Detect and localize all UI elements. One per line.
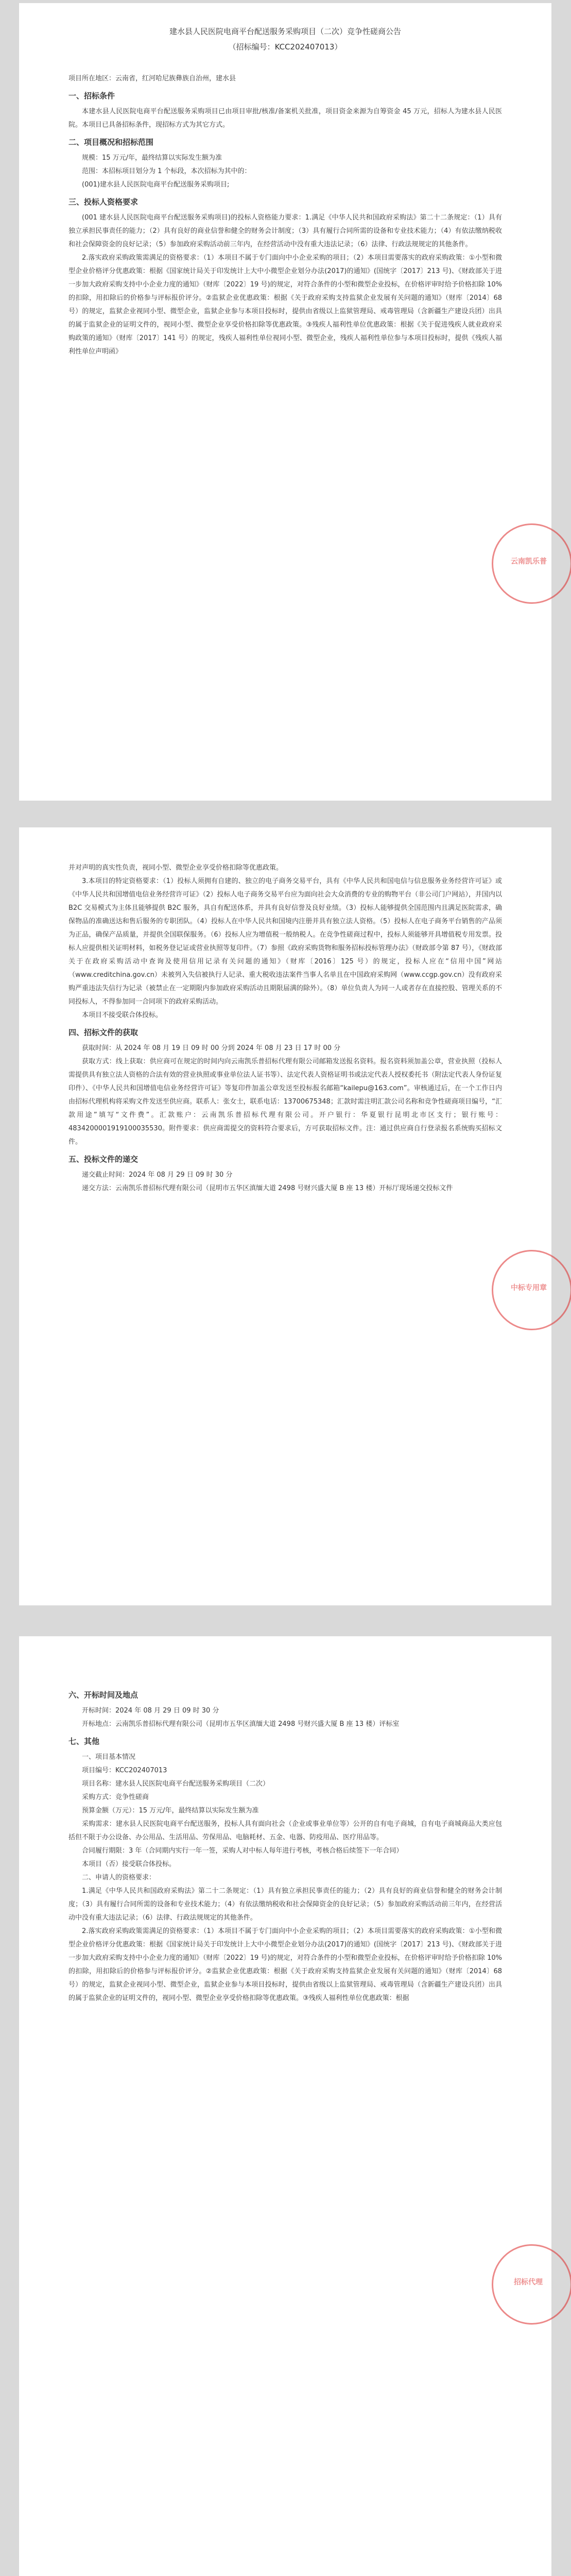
paragraph: 项目编号：KCC202407013	[82, 1767, 167, 1774]
paragraph: 采购方式：竞争性磋商	[82, 1793, 149, 1801]
paragraph: 并对声明的真实性负责，视同小型、微型企业享受价格扣除等优惠政策。	[68, 864, 283, 872]
paragraph: 本项目不接受联合体投标。	[82, 1011, 163, 1019]
company-seal-stamp: 中标专用章	[492, 1250, 571, 1330]
paragraph: 本项目（否）接受联合体投标。	[82, 1860, 176, 1868]
paragraph: 递交方法：云南凯乐普招标代理有限公司（昆明市五华区滇缅大道 2498 号财兴盛大厦 B 座 13 楼）开标厅现场递交投标文件	[82, 1184, 453, 1192]
paragraph: 开标地点：云南凯乐普招标代理有限公司（昆明市五华区滇缅大道 2498 号财兴盛大厦 B 座 13 楼）评标室	[82, 1720, 400, 1728]
company-seal-stamp: 招标代理	[492, 2244, 571, 2325]
paragraph: 预算金额（万元）：15 万元/年，最终结算以实际发生额为准	[82, 1807, 259, 1815]
paragraph: 合同履行期限：3 年（合同期内实行一年一签，采购人对中标人每年进行考核，考核合格后续签下一年合同）	[82, 1847, 403, 1855]
section-heading: 五、投标文件的递交	[68, 1155, 139, 1164]
paragraph: 获取方式：线上获取：供应商可在规定的时间内向云南凯乐普招标代理有限公司邮箱发送报名资料。报名资料须加盖公章，营业执照（投标人需提供具有独立法人资格的合法有效的营业执照或事业单位法人证书等）、法定代表人资格证明书或法定代表人授权委托书（附法定代表人身份证复印件）、《中华人民共和国增值电信业务经营许可证》等复印件加盖公章发送至投标报名邮箱“kailepu@163.com”。审核通过后，在一个工作日内由招标代理机构将采购文件发送至供应商。联系人：张女士，联系电话：13700675348；汇款时需注明汇款公司名称和竞争性磋商项目编号，“汇款用途”填写“文件费”。汇款账户：云南凯乐普招标代理有限公司。开户银行：华夏银行昆明北市区支行；银行账号：4834200001919100035530。附件要求：供应商需提交的资料符合要求后，方可获取招标文件。注：通过供应商自行登录报名系统购买招标文件。	[68, 1058, 502, 1146]
paragraph: 项目名称：建水县人民医院电商平台配送服务采购项目（二次）	[82, 1780, 270, 1788]
project-location: 项目所在地区：云南省，红河哈尼族彝族自治州，建水县	[68, 75, 236, 82]
document-page-2	[19, 827, 551, 1605]
page-1-content	[68, 24, 502, 359]
paragraph: 获取时间：从 2024 年 08 月 19 日 09 时 00 分到 2024 年 08 月 23 日 17 时 00 分	[82, 1044, 341, 1052]
paragraph: 一、项目基本情况	[82, 1753, 136, 1761]
paragraph: (001 建水县人民医院电商平台配送服务采购项目)的投标人资格能力要求：1.满足《中华人民共和国政府采购法》第二十二条规定：（1）具有独立承担民事责任的能力；（2）具有良好的商业信誉和健全的财务会计制度；（3）具有履行合同所需的设备和专业技术能力；（4）有依法缴纳税收和社会保障资金的良好记录；（5）参加政府采购活动前三年内，在经营活动中没有重大违法记录；（6）法律、行政法规规定的其他条件。	[68, 214, 502, 248]
document-page-3	[19, 1636, 551, 2576]
section-heading: 七、其他	[68, 1737, 100, 1746]
notice-number: （招标编号：KCC202407013）	[228, 42, 342, 52]
section-heading: 三、投标人资格要求	[68, 197, 139, 207]
paragraph: 2.落实政府采购政策需满足的资格要求：（1）本项目不属于专门面向中小企业采购的项目；（2）本项目需要落实的政府采购政策：①小型和微型企业价格评分优惠政策：根据《国家统计局关于印发统计上大中小微型企业划分办法(2017)的通知》(国统字〔2017〕213 号)、《财政部关于进一步加大政府采购支持中小企业力度的通知》（财库〔2022〕19 号)的规定，对符合条件的小型和微型企业投标，在价格评审时给予价格扣除 10%的扣除，用扣除后的价格参与评标报价评分。②监狱企业优惠政策：根据《关于政府采购支持监狱企业发展有关问题的通知》（财库〔2014〕68 号）的规定，监狱企业视同小型、微型企业，监狱企业参与本项目投标时，提供由省级以上监狱管理局、戒毒管理局（含新疆生产建设兵团）出具的属于监狱企业的证明文件的，视同小型、微型企业享受价格扣除等优惠政策。③残疾人福利性单位优惠政策：根据	[68, 1927, 502, 2002]
notice-title: 建水县人民医院电商平台配送服务采购项目（二次）竞争性磋商公告	[169, 27, 401, 36]
paragraph: 规模：15 万元/年，最终结算以实际发生额为准	[82, 154, 222, 162]
section-heading: 二、项目概况和招标范围	[68, 138, 154, 147]
paragraph: 采购需求：建水县人民医院电商平台配送服务，投标人具有面向社会（企业或事业单位等）公开的自有电子商城，自有电子商城商品大类应包括但不限于办公设备、办公用品、生活用品、劳保用品、电脑耗材、五金、电器、防疫用品、医疗用品等。	[68, 1820, 502, 1841]
paragraph: 范围：本招标项目划分为 1 个标段，本次招标为其中的：	[82, 167, 251, 175]
section-heading: 四、招标文件的获取	[68, 1028, 139, 1037]
paragraph: 1.满足《中华人民共和国政府采购法》第二十二条规定：（1）具有独立承担民事责任的能力；（2）具有良好的商业信誉和健全的财务会计制度；（3）具有履行合同所需的设备和专业技术能力；（4）有依法缴纳税收和社会保障资金的良好记录；（5）参加政府采购活动前三年内，在经营活动中没有重大违法记录；（6）法律、行政法规规定的其他条件。	[68, 1887, 502, 1922]
section-heading: 六、开标时间及地点	[68, 1690, 139, 1700]
paragraph: 本建水县人民医院电商平台配送服务采购项目已由项目审批/核准/备案机关批准，项目资金来源为自筹资金 45 万元，招标人为建水县人民医院。本项目已具备招标条件，现招标方式为其它方式。	[68, 108, 502, 129]
paragraph: 二、申请人的资格要求：	[82, 1874, 156, 1882]
page-3-content	[68, 1685, 502, 2005]
company-seal-stamp: 云南凯乐普	[492, 523, 571, 604]
paragraph: (001)建水县人民医院电商平台配送服务采购项目;	[82, 181, 230, 189]
paragraph: 2.落实政府采购政策需满足的资格要求：（1）本项目不属于专门面向中小企业采购的项目；（2）本项目需要落实的政府采购政策：①小型和微型企业价格评分优惠政策：根据《国家统计局关于印发统计上大中小微型企业划分办法(2017)的通知》(国统字〔2017〕213 号)、《财政部关于进一步加大政府采购支持中小企业力度的通知》（财库〔2022〕19 号)的规定，对符合条件的小型和微型企业投标，在价格评审时给予价格扣除 10%的扣除，用扣除后的价格参与评标报价评分。②监狱企业优惠政策：根据《关于政府采购支持监狱企业发展有关问题的通知》（财库〔2014〕68 号）的规定，监狱企业视同小型、微型企业，监狱企业参与本项目投标时，提供由省级以上监狱管理局、戒毒管理局（含新疆生产建设兵团）出具的属于监狱企业的证明文件的，视同小型、微型企业享受价格扣除等优惠政策。③残疾人福利性单位优惠政策：根据《关于促进残疾人就业政府采购政策的通知》（财库〔2017〕141 号）的规定，残疾人福利性单位视同小型、微型企业，残疾人福利性单位参与本项目投标时，提供《残疾人福利性单位声明函》	[68, 254, 502, 355]
paragraph: 递交截止时间：2024 年 08 月 29 日 09 时 30 分	[82, 1171, 233, 1179]
paragraph: 3.本项目的特定资格要求：（1）投标人须拥有自建的、独立的电子商务交易平台，具有《中华人民共和国电信与信息服务业务经营许可证》或《中华人民共和国增值电信业务经营许可证》（2）投标人电子商务交易平台应为面向社会大众消费的专业的购物平台（非公司门户网站），并国内以 B2C 交易模式为主体且能够提供 B2C 服务，具自有配送体系，并具有良好信誉及良好业绩。（3）投标人能够提供全国范围内且满足医院需求，确保物品的准确送达和售后服务的专职团队。（4）投标人在中华人民共和国境内注册并具有独立法人资格。（5）投标人在电子商务平台销售的产品须为正品，确保产品质量，并提供全国联保服务。（6）投标人应为增值税一般纳税人。在竞争性磋商过程中，投标人须能够开具增值税专用发票。投标人应提供相关证明材料，如税务登记证或营业执照等复印件。（7）参照《政府采购货物和服务招标投标管理办法》（财政部令第 87 号），《财政部关于在政府采购活动中查询及使用信用记录有关问题的通知》（财库〔2016〕125 号）的规定，投标人应在“信用中国”网站（www.creditchina.gov.cn）未被列入失信被执行人记录、重大税收违法案件当事人名单且在中国政府采购网（www.ccgp.gov.cn）没有政府采购严重违法失信行为记录（被禁止在一定期限内参加政府采购活动且期限届满的除外）。（8）单位负责人为同一人或者存在直接控股、管理关系的不同投标人，不得参加同一合同项下的政府采购活动。	[68, 877, 502, 1006]
paragraph: 开标时间：2024 年 08 月 29 日 09 时 30 分	[82, 1707, 219, 1715]
section-heading: 一、招标条件	[68, 91, 115, 100]
page-2-content	[68, 861, 502, 1195]
document-page-1	[19, 3, 551, 801]
